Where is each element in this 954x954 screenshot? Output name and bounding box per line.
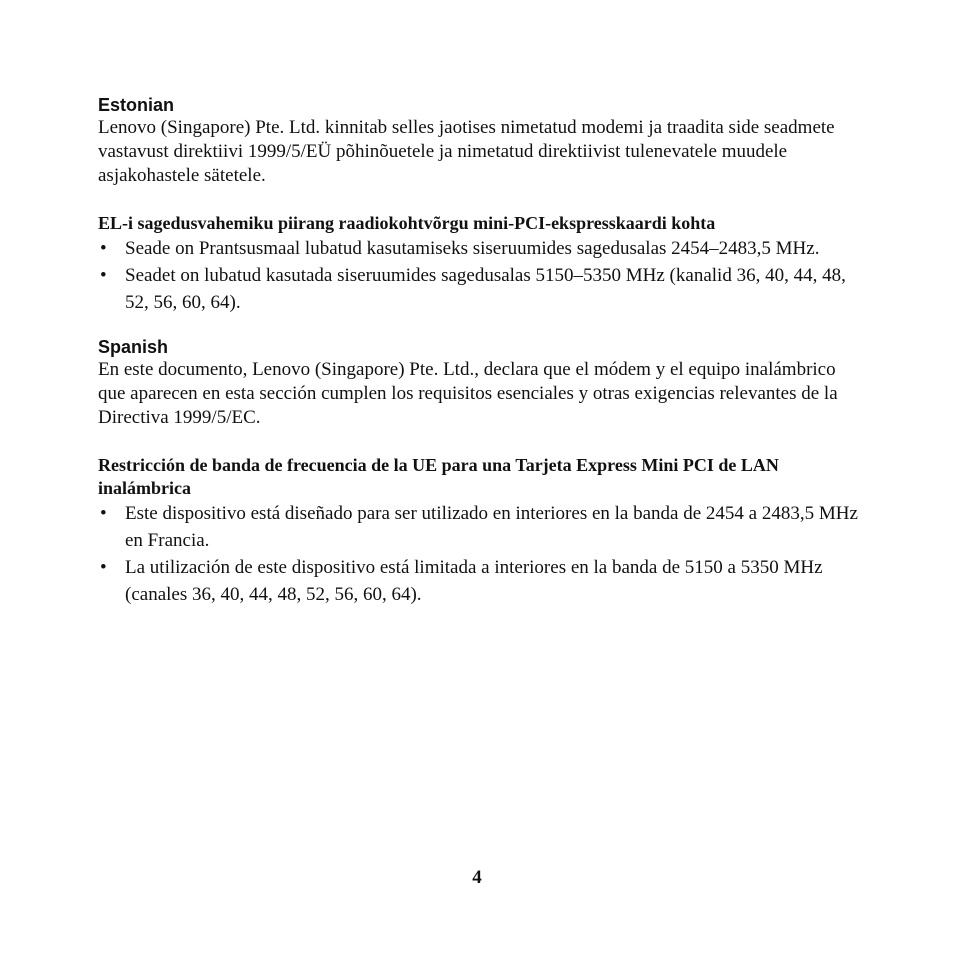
bullet-icon: • [100, 557, 107, 578]
list-item-text: Seade on Prantsusmaal lubatud kasutamiseks siseruumides sagedusalas 2454–2483,5 MHz. [125, 238, 820, 259]
spacer [98, 188, 858, 212]
bullet-icon: • [100, 503, 107, 524]
page-number: 4 [472, 867, 482, 888]
section-title-spanish: Spanish [98, 337, 169, 357]
list-item [98, 235, 858, 262]
section-spanish [98, 336, 858, 608]
bullet-list-estonian [98, 235, 858, 316]
subheading-spanish: Restricción de banda de frecuencia de la UE para una Tarjeta Express Mini PCI de LAN inalámbrica [98, 455, 779, 498]
subheading-estonian: EL-i sagedusvahemiku piirang raadiokohtvõrgu mini-PCI-ekspresskaardi kohta [98, 213, 716, 233]
bullet-list-spanish [98, 500, 858, 608]
list-item [98, 554, 858, 608]
document-page [98, 94, 858, 608]
list-item-text: La utilización de este dispositivo está limitada a interiores en la banda de 5150 a 5350 MHz (canales 36, 40, 44, 48, 52, 56, 60, 64). [125, 557, 823, 605]
section-title-estonian: Estonian [98, 95, 175, 115]
declaration-paragraph-spanish: En este documento, Lenovo (Singapore) Pte. Ltd., declara que el módem y el equipo inalámbrico que aparecen en esta sección cumplen los requisitos esenciales y otras exigencias relevantes de la Directiva 1999/5/EC. [98, 359, 838, 428]
spacer [98, 430, 858, 454]
list-item [98, 262, 858, 316]
declaration-paragraph-estonian: Lenovo (Singapore) Pte. Ltd. kinnitab selles jaotises nimetatud modemi ja traadita side seadmete vastavust direktiivi 1999/5/EÜ põhinõuetele ja nimetatud direktiivist tulenevatele muudele asjakohastele sätetele. [98, 117, 835, 186]
bullet-icon: • [100, 265, 107, 286]
list-item [98, 500, 858, 554]
section-estonian [98, 94, 858, 316]
bullet-icon: • [100, 238, 107, 259]
list-item-text: Este dispositivo está diseñado para ser utilizado en interiores en la banda de 2454 a 2483,5 MHz en Francia. [125, 503, 858, 551]
spacer [98, 316, 858, 336]
list-item-text: Seadet on lubatud kasutada siseruumides sagedusalas 5150–5350 MHz (kanalid 36, 40, 44, 48, 52, 56, 60, 64). [125, 265, 846, 313]
